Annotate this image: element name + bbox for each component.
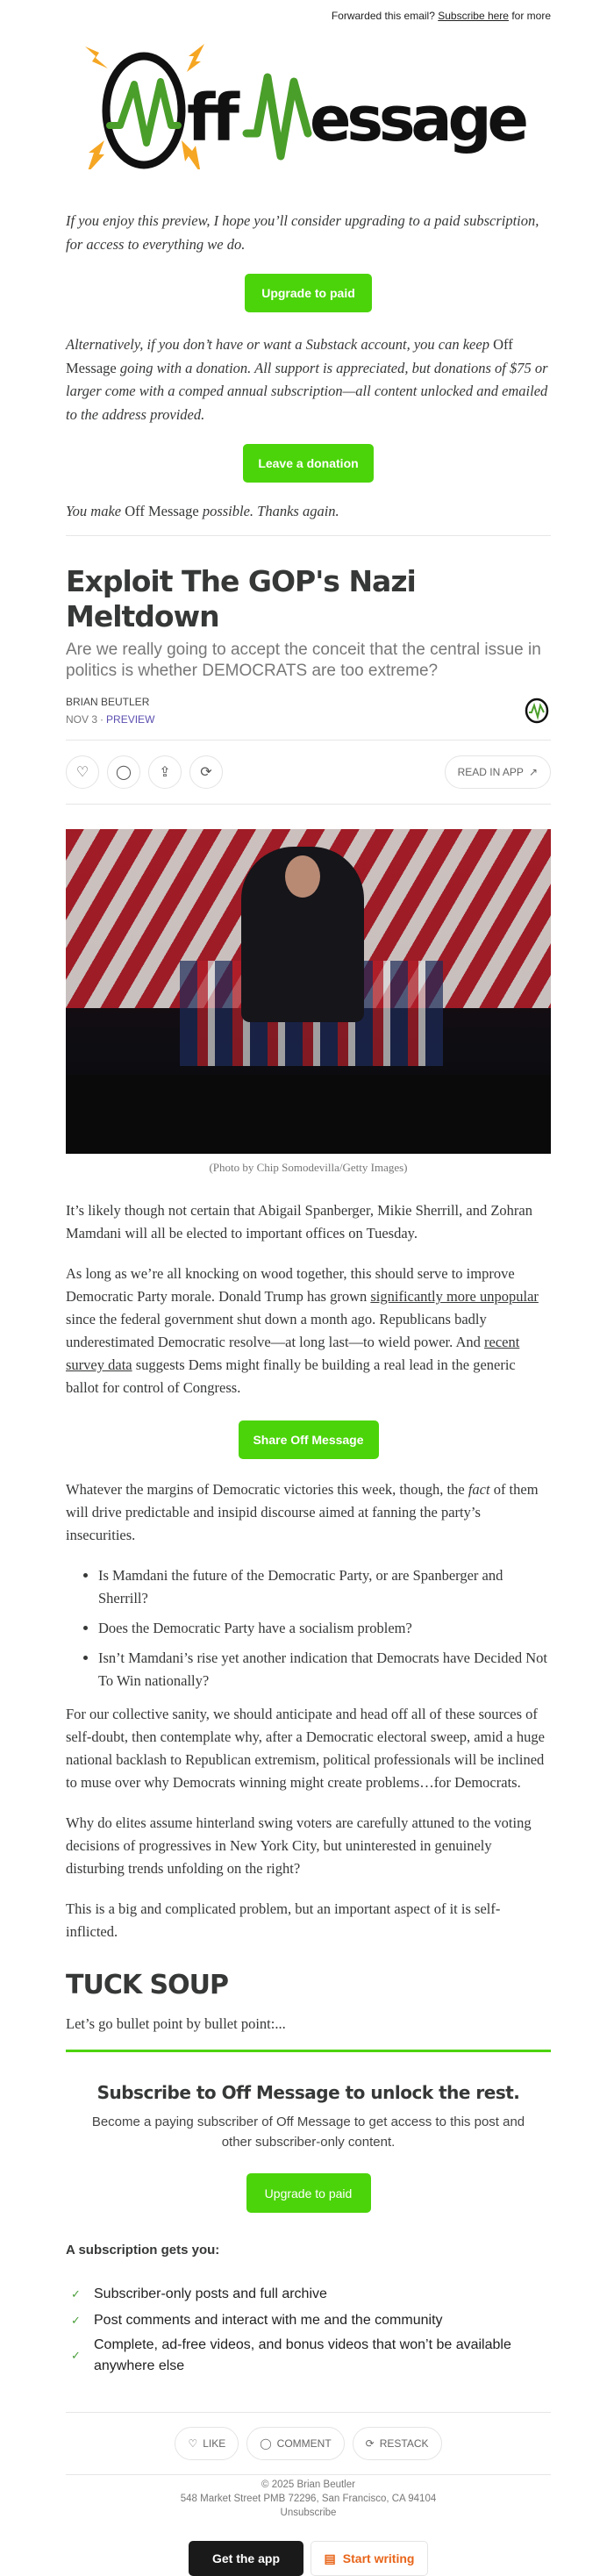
body-paragraph: Let’s go bullet point by bullet point:... <box>66 2015 286 2032</box>
survey-data-link[interactable]: recent survey data <box>66 1334 520 1373</box>
preview-badge: PREVIEW <box>106 713 155 726</box>
read-in-app-button[interactable] <box>445 755 551 789</box>
body-paragraph: Why do elites assume hinterland swing voters are carefully attuned to the voting decisions of progressives in New York City, but uninterested in genuinely disturbing trends unfolding on the right? <box>66 1814 532 1877</box>
unsubscribe-link[interactable]: Unsubscribe <box>280 2508 337 2518</box>
share-icon: ⇪ <box>159 765 171 780</box>
divider <box>66 535 551 536</box>
image-caption: (Photo by Chip Somodevilla/Getty Images) <box>209 1161 408 1174</box>
paywall-title: Subscribe to Off Message to unlock the rest. <box>96 2082 520 2103</box>
paywall-divider <box>66 2050 551 2052</box>
heart-icon: ♡ <box>188 2437 198 2450</box>
share-button[interactable] <box>148 755 182 789</box>
get-the-app-button[interactable]: Get the app <box>189 2541 303 2576</box>
footer-comment-button[interactable]: ◯ COMMENT <box>246 2427 344 2460</box>
post-date: NOV 3 <box>66 713 98 726</box>
post-title[interactable]: Exploit The GOP's Nazi Meltdown <box>66 564 416 633</box>
substack-logo-icon: ▤ <box>324 2551 336 2565</box>
promo-donation-text: Alternatively, if you don’t have or want a Substack account, you can keep Off Message going with a donation. All support is appreciated, but donations of $75 or larger come with a comped annual subscription—all content unlocked and emailed to the address provided. <box>66 336 548 423</box>
forwarded-text: Forwarded this email? <box>331 10 435 22</box>
body-paragraph: Whatever the margins of Democratic victories this week, though, the fact of them will drive predictable and insipid discourse aimed at fanning the party’s insecurities. <box>66 1481 539 1543</box>
heart-icon: ♡ <box>75 765 89 780</box>
svg-text:ff: ff <box>187 81 239 156</box>
benefit-item: ✓ Post comments and interact with me and the community <box>71 2308 551 2332</box>
read-in-app-label: READ IN APP <box>457 766 524 778</box>
check-icon: ✓ <box>71 2287 81 2301</box>
upgrade-to-paid-button[interactable]: Upgrade to paid <box>245 274 372 312</box>
footer-restack-button[interactable]: ⟳ RESTACK <box>353 2427 442 2460</box>
separator: ∙ <box>100 713 104 726</box>
share-off-message-button[interactable]: Share Off Message <box>239 1420 379 1459</box>
section-heading: TUCK SOUP <box>66 1970 228 2000</box>
subscribe-link[interactable]: Subscribe here <box>438 10 509 22</box>
benefit-item: ✓ Complete, ad-free videos, and bonus videos that won’t be available anywhere else <box>71 2337 511 2373</box>
paywall-text: Become a paying subscriber of Off Message to get access to this post and other subscriber-only content. <box>91 2114 525 2150</box>
paywall-upgrade-button[interactable]: Upgrade to paid <box>246 2173 371 2213</box>
divider <box>66 2412 551 2413</box>
check-icon: ✓ <box>71 2349 81 2362</box>
benefit-item: ✓ Subscriber-only posts and full archive <box>71 2282 551 2306</box>
footer-like-button[interactable]: ♡ LIKE <box>175 2427 239 2460</box>
check-icon: ✓ <box>71 2314 81 2327</box>
body-paragraph: As long as we’re all knocking on wood together, this should serve to improve Democratic Party morale. Donald Trump has grown significantly more unpopular since the federal government shut down a month ago. Republicans badly underestimated Democratic resolve—at long last—to wield power. And recent survey data suggests Dems might finally be building a real lead in the generic ballot for control of Congress. <box>66 1265 539 1396</box>
post-subtitle: Are we really going to accept the conceit that the central issue in politics is whether DEMOCRATS are too extreme? <box>66 640 541 680</box>
publication-avatar[interactable] <box>523 697 551 725</box>
divider <box>66 740 551 741</box>
promo-intro: If you enjoy this preview, I hope you’ll consider upgrading to a paid subscription, for access to everything we do. <box>66 212 539 253</box>
post-hero-image[interactable] <box>66 829 551 1154</box>
divider <box>66 2474 551 2475</box>
list-item: • Does the Democratic Party have a socialism problem? <box>98 1617 551 1640</box>
body-paragraph: It’s likely though not certain that Abigail Spanberger, Mikie Sherrill, and Zohran Mamdani will all be elected to important offices on Tuesday. <box>66 1202 532 1241</box>
leave-donation-button[interactable]: Leave a donation <box>243 444 374 483</box>
list-item: • Is Mamdani the future of the Democratic Party, or are Spanberger and Sherrill? <box>98 1564 551 1610</box>
address: 548 Market Street PMB 72296, San Francisco, CA 94104 <box>180 2494 437 2504</box>
forwarded-suffix: for more <box>511 10 551 22</box>
divider <box>66 804 551 805</box>
comment-icon: ◯ <box>260 2437 272 2450</box>
unpopular-link[interactable]: significantly more unpopular <box>370 1288 539 1305</box>
arrow-up-right-icon: ↗ <box>528 766 538 778</box>
author-name[interactable]: BRIAN BEUTLER <box>66 696 150 708</box>
paywall <box>66 2082 551 2213</box>
comment-button[interactable] <box>107 755 140 789</box>
restack-icon: ⟳ <box>200 765 212 780</box>
svg-text:essage: essage <box>310 83 529 155</box>
body-paragraph: For our collective sanity, we should anticipate and head off all of these sources of self-doubt, then contemplate why, after a Democratic electoral sweep, amid a huge national backlash to Republican extremism, political professionals will be inclined to muse over why Democrats winning might create problems…for Democrats. <box>66 1706 545 1791</box>
comment-icon: ◯ <box>116 765 132 780</box>
promo-thanks: You make Off Message possible. Thanks again. <box>66 503 339 519</box>
restack-button[interactable] <box>189 755 223 789</box>
body-paragraph: This is a big and complicated problem, but an important aspect of it is self-inflicted. <box>66 1900 501 1940</box>
benefits-heading: A subscription gets you: <box>66 2243 220 2258</box>
restack-icon: ⟳ <box>365 2437 375 2450</box>
like-button[interactable] <box>66 755 99 789</box>
copyright: © 2025 Brian Beutler <box>261 2479 355 2490</box>
list-item: • Isn’t Mamdani’s rise yet another indication that Democrats have Decided Not To Win nationally? <box>98 1647 551 1692</box>
start-writing-button[interactable]: ▤ Start writing <box>311 2541 428 2576</box>
bullet-list <box>66 1564 551 1692</box>
